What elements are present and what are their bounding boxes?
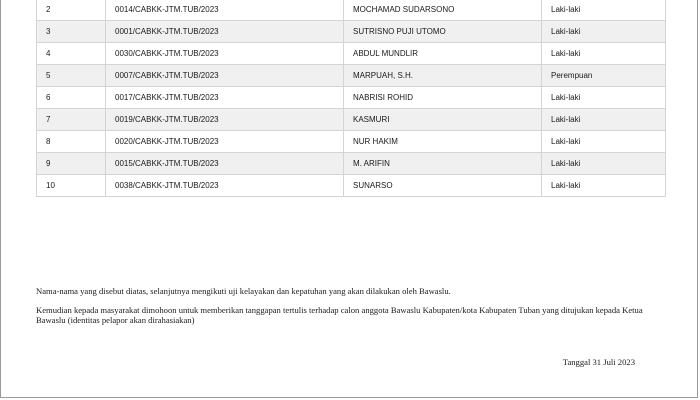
notes-paragraph-1: Nama-nama yang disebut diatas, selanjutnya mengikuti uji kelayakan dan kepatuhan yang akan dilakukan oleh Bawaslu. [36, 286, 451, 296]
candidate-name: MARPUAH, S.H. [344, 65, 542, 87]
row-number: 5 [37, 65, 106, 87]
row-number: 9 [37, 153, 106, 175]
candidate-gender: Laki-laki [542, 87, 666, 109]
candidate-gender: Perempuan [542, 65, 666, 87]
row-number: 2 [37, 0, 106, 21]
candidate-name: KASMURI [344, 109, 542, 131]
row-number: 6 [37, 87, 106, 109]
candidate-name: NABRISI ROHID [344, 87, 542, 109]
registration-number: 0007/CABKK-JTM.TUB/2023 [106, 65, 344, 87]
table-row [37, 21, 666, 43]
candidate-gender: Laki-laki [542, 153, 666, 175]
table-row [37, 131, 666, 153]
candidate-name: ABDUL MUNDLIR [344, 43, 542, 65]
candidate-gender: Laki-laki [542, 109, 666, 131]
row-number: 8 [37, 131, 106, 153]
row-number: 10 [37, 175, 106, 197]
candidate-gender: Laki-laki [542, 131, 666, 153]
document-date: Tanggal 31 Juli 2023 [562, 357, 635, 367]
registration-number: 0017/CABKK-JTM.TUB/2023 [106, 87, 344, 109]
table-row [37, 87, 666, 109]
table-row [37, 175, 666, 197]
candidate-gender: Laki-laki [542, 21, 666, 43]
candidate-gender: Laki-laki [542, 175, 666, 197]
candidate-gender: Laki-laki [542, 43, 666, 65]
registration-number: 0015/CABKK-JTM.TUB/2023 [106, 153, 344, 175]
registration-number: 0020/CABKK-JTM.TUB/2023 [106, 131, 344, 153]
table-row [37, 43, 666, 65]
candidate-name: MOCHAMAD SUDARSONO [344, 0, 542, 21]
table-row [37, 0, 666, 21]
candidate-name: SUTRISNO PUJI UTOMO [344, 21, 542, 43]
row-number: 7 [37, 109, 106, 131]
registration-number: 0019/CABKK-JTM.TUB/2023 [106, 109, 344, 131]
registration-number: 0001/CABKK-JTM.TUB/2023 [106, 21, 344, 43]
registration-number: 0038/CABKK-JTM.TUB/2023 [106, 175, 344, 197]
candidate-gender: Laki-laki [542, 0, 666, 21]
registration-number: 0030/CABKK-JTM.TUB/2023 [106, 43, 344, 65]
registration-number: 0014/CABKK-JTM.TUB/2023 [106, 0, 344, 21]
table-row [37, 153, 666, 175]
table-row [37, 65, 666, 87]
notes-paragraph-2: Kemudian kepada masyarakat dimohoon untuk memberikan tanggapan tertulis terhadap calon anggota Bawaslu Kabupaten/kota Kabupaten Tuban yang ditujukan kepada Ketua Bawaslu (identitas pelapor akan dirahasiakan) [36, 304, 643, 325]
row-number: 3 [37, 21, 106, 43]
candidate-name: M. ARIFIN [344, 153, 542, 175]
announcement-notes [36, 286, 666, 334]
candidate-table [36, 0, 666, 197]
row-number: 4 [37, 43, 106, 65]
candidate-name: SUNARSO [344, 175, 542, 197]
table-row [37, 109, 666, 131]
candidate-name: NUR HAKIM [344, 131, 542, 153]
